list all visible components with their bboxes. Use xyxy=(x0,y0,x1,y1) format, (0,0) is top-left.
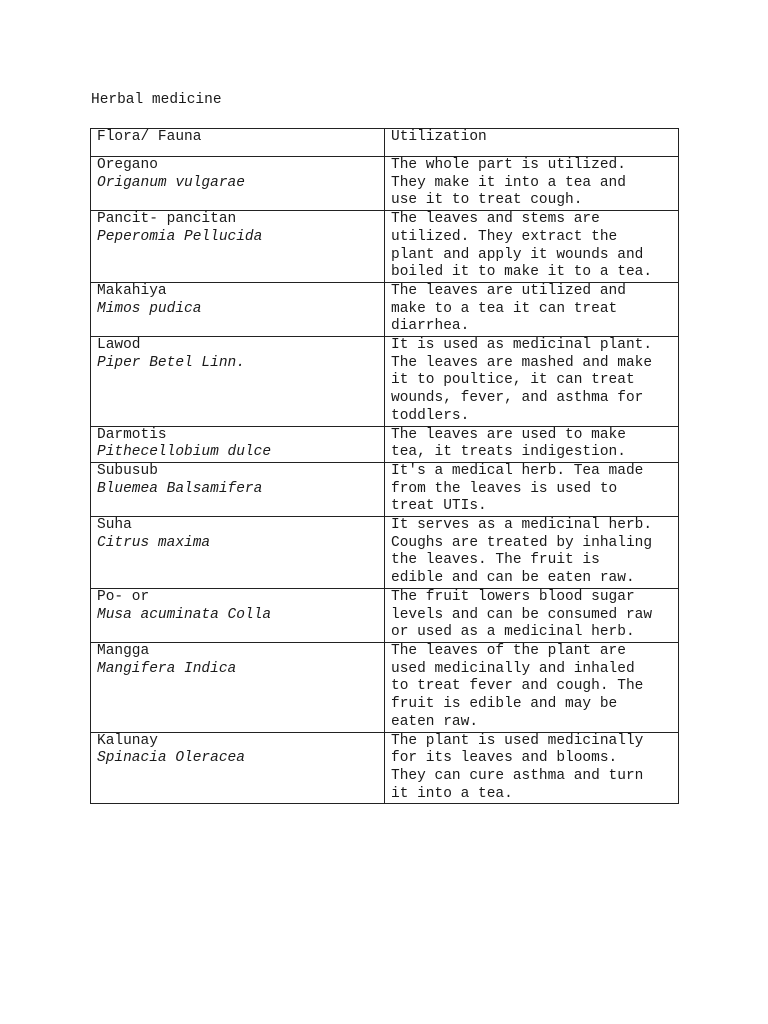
common-name: Lawod xyxy=(97,337,141,354)
common-name: Mangga xyxy=(97,642,150,659)
table-row xyxy=(91,517,679,589)
table-row xyxy=(91,211,679,283)
common-name: Subusub xyxy=(97,462,158,479)
utilization-cell: The fruit lowers blood sugar levels and can be consumed raw or used as a medicinal herb. xyxy=(385,588,679,642)
flora-fauna-cell xyxy=(91,732,385,804)
utilization-cell: The leaves are utilized and make to a tea it can treat diarrhea. xyxy=(385,282,679,336)
table-row xyxy=(91,642,679,732)
flora-fauna-cell xyxy=(91,517,385,589)
common-name: Oregano xyxy=(97,157,158,173)
flora-fauna-cell xyxy=(91,211,385,283)
common-name: Kalunay xyxy=(97,732,158,749)
utilization-cell: The whole part is utilized. They make it into a tea and use it to treat cough. xyxy=(385,157,679,211)
scientific-name: Origanum vulgarae xyxy=(97,174,245,191)
utilization-cell: The leaves of the plant are used medicinally and inhaled to treat fever and cough. The fruit is edible and may be eaten raw. xyxy=(385,642,679,732)
scientific-name: Pithecellobium dulce xyxy=(97,444,272,461)
scientific-name: Mimos pudica xyxy=(97,300,202,317)
flora-fauna-cell xyxy=(91,462,385,516)
flora-fauna-cell xyxy=(91,588,385,642)
common-name: Makahiya xyxy=(97,282,167,299)
common-name: Pancit- pancitan xyxy=(97,211,237,228)
table-header-row xyxy=(91,129,679,157)
scientific-name: Peperomia Pellucida xyxy=(97,228,263,245)
document-title: Herbal medicine xyxy=(91,92,222,108)
utilization-cell: It's a medical herb. Tea made from the leaves is used to treat UTIs. xyxy=(385,462,679,516)
table-row xyxy=(91,157,679,211)
table-row xyxy=(91,462,679,516)
table-row xyxy=(91,337,679,427)
common-name: Darmotis xyxy=(97,426,167,443)
column-header-utilization: Utilization xyxy=(385,129,679,157)
utilization-cell: It is used as medicinal plant. The leaves are mashed and make it to poultice, it can treat wounds, fever, and asthma for toddlers. xyxy=(385,337,679,427)
scientific-name: Musa acuminata Colla xyxy=(97,606,272,623)
utilization-cell: The plant is used medicinally for its leaves and blooms. They can cure asthma and turn it into a tea. xyxy=(385,732,679,804)
herbal-medicine-table xyxy=(90,128,679,804)
flora-fauna-cell xyxy=(91,157,385,211)
table-row xyxy=(91,732,679,804)
flora-fauna-cell xyxy=(91,337,385,427)
table-row xyxy=(91,426,679,462)
common-name: Suha xyxy=(97,517,132,534)
scientific-name: Citrus maxima xyxy=(97,534,211,551)
scientific-name: Mangifera Indica xyxy=(97,660,237,677)
flora-fauna-cell xyxy=(91,282,385,336)
utilization-cell: It serves as a medicinal herb. Coughs are treated by inhaling the leaves. The fruit is edible and can be eaten raw. xyxy=(385,517,679,589)
flora-fauna-cell xyxy=(91,426,385,462)
scientific-name: Piper Betel Linn. xyxy=(97,354,245,371)
scientific-name: Bluemea Balsamifera xyxy=(97,480,263,497)
scientific-name: Spinacia Oleracea xyxy=(97,750,245,767)
utilization-cell: The leaves are used to make tea, it treats indigestion. xyxy=(385,426,679,462)
common-name: Po- or xyxy=(97,588,150,605)
column-header-flora-fauna: Flora/ Fauna xyxy=(91,129,385,157)
utilization-cell: The leaves and stems are utilized. They extract the plant and apply it wounds and boiled it to make it to a tea. xyxy=(385,211,679,283)
flora-fauna-cell xyxy=(91,642,385,732)
table-row xyxy=(91,282,679,336)
table-row xyxy=(91,588,679,642)
